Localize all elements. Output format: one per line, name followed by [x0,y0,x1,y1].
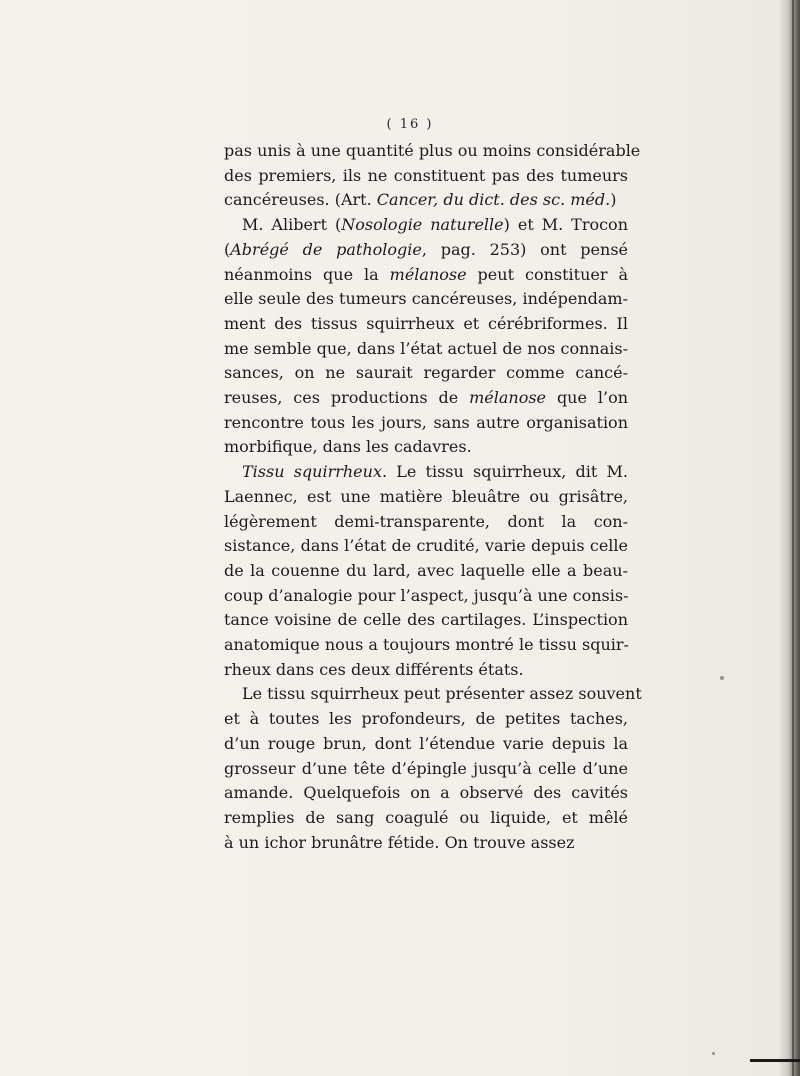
text-run: ( [224,239,231,259]
paper-speck [712,1052,715,1055]
text-line [224,707,628,732]
text-line [224,361,628,386]
text-line [224,411,628,436]
text-run: M. Alibert ( [242,215,342,235]
italic-text: mélanose [389,264,467,284]
text-line [224,658,628,683]
text-line [224,337,628,362]
text-run: morbifique, dans les cadavres. [224,437,472,457]
text-run: elle seule des tumeurs cancéreuses, indépendam- [224,289,628,309]
text-line [224,386,628,411]
text-run: tance voisine de celle des cartilages. L’inspection [224,610,628,630]
text-run: Laennec, est une matière bleuâtre ou grisâtre, [224,486,628,506]
text-run: cancéreuses. (Art. [224,190,377,210]
italic-text: Cancer, du dict. des sc. méd. [376,190,611,210]
italic-text: Nosologie naturelle [341,215,504,235]
paragraph [224,460,628,682]
text-line [224,460,628,485]
paragraph [224,682,642,855]
text-line [224,831,628,856]
body-text [224,139,642,855]
text-run: sistance, dans l’état de crudité, varie depuis celle [224,536,628,556]
paper-speck [720,676,724,680]
text-line [224,781,628,806]
text-run: ) et M. Trocon [503,215,628,235]
text-line [224,139,641,164]
text-run: peut constituer à [466,264,628,284]
text-run: reuses, ces productions de [224,388,470,408]
text-line [224,312,628,337]
text-run: , pag. 253) ont pensé [421,239,628,259]
text-run: pas unis à une quantité plus ou moins considérable [224,141,641,160]
text-run: et à toutes les profondeurs, de petites taches, [224,709,628,729]
text-run: amande. Quelquefois on a observé des cavités [224,783,628,803]
text-run: sances, on ne saurait regarder comme cancé- [224,363,628,383]
text-run: des premiers, ils ne constituent pas des tumeurs [224,165,628,185]
text-line [224,633,628,658]
text-run: à un ichor brunâtre fétide. On trouve assez [224,832,575,852]
text-run: anatomique nous a toujours montré le tissu squir- [224,635,629,655]
italic-text: Tissu squirrheux [242,462,382,482]
text-line [224,559,628,584]
text-run: que l’on [546,388,628,408]
text-line [224,435,628,460]
italic-text: Abrégé de pathologie [230,239,422,259]
page-number: ( 16 ) [386,117,434,132]
text-line [224,608,628,633]
text-line [224,682,642,707]
text-run: néanmoins que la [224,264,390,284]
text-line [224,584,628,609]
page-gutter-shadow [778,0,800,1076]
italic-text: mélanose [469,388,547,408]
text-line [224,732,628,757]
text-run: rencontre tous les jours, sans autre organisation [224,412,628,432]
text-line [224,510,628,535]
text-line [224,757,628,782]
text-run: coup d’analogie pour l’aspect, jusqu’à une consis- [224,585,629,605]
page-bottom-rule [750,1059,800,1062]
page-edge-line [792,0,794,1076]
text-run: légèrement demi-transparente, dont la con- [224,511,628,531]
text-run: . Le tissu squirrheux, dit M. [381,462,629,482]
text-run: me semble que, dans l’état actuel de nos connais- [224,338,628,358]
text-line [224,263,628,288]
text-line [224,534,628,559]
paragraph [224,213,628,460]
text-run: remplies de sang coagulé ou liquide, et mêlé [224,807,628,827]
text-run: Le tissu squirrheux peut présenter assez souvent [242,684,642,704]
text-line [224,164,628,189]
text-run: rheux dans ces deux différents états. [224,659,524,679]
text-line [224,188,628,213]
text-run: ) [610,190,617,210]
text-line [224,485,628,510]
paragraph [224,139,641,213]
text-line [224,806,628,831]
text-run: d’un rouge brun, dont l’étendue varie depuis la [224,733,628,753]
text-line [224,287,628,312]
text-run: ment des tissus squirrheux et cérébriformes. Il [224,313,628,333]
text-line [224,238,628,263]
text-run: de la couenne du lard, avec laquelle elle a beau- [224,560,628,580]
text-run: grosseur d’une tête d’épingle jusqu’à celle d’une [224,758,628,778]
text-line [224,213,628,238]
